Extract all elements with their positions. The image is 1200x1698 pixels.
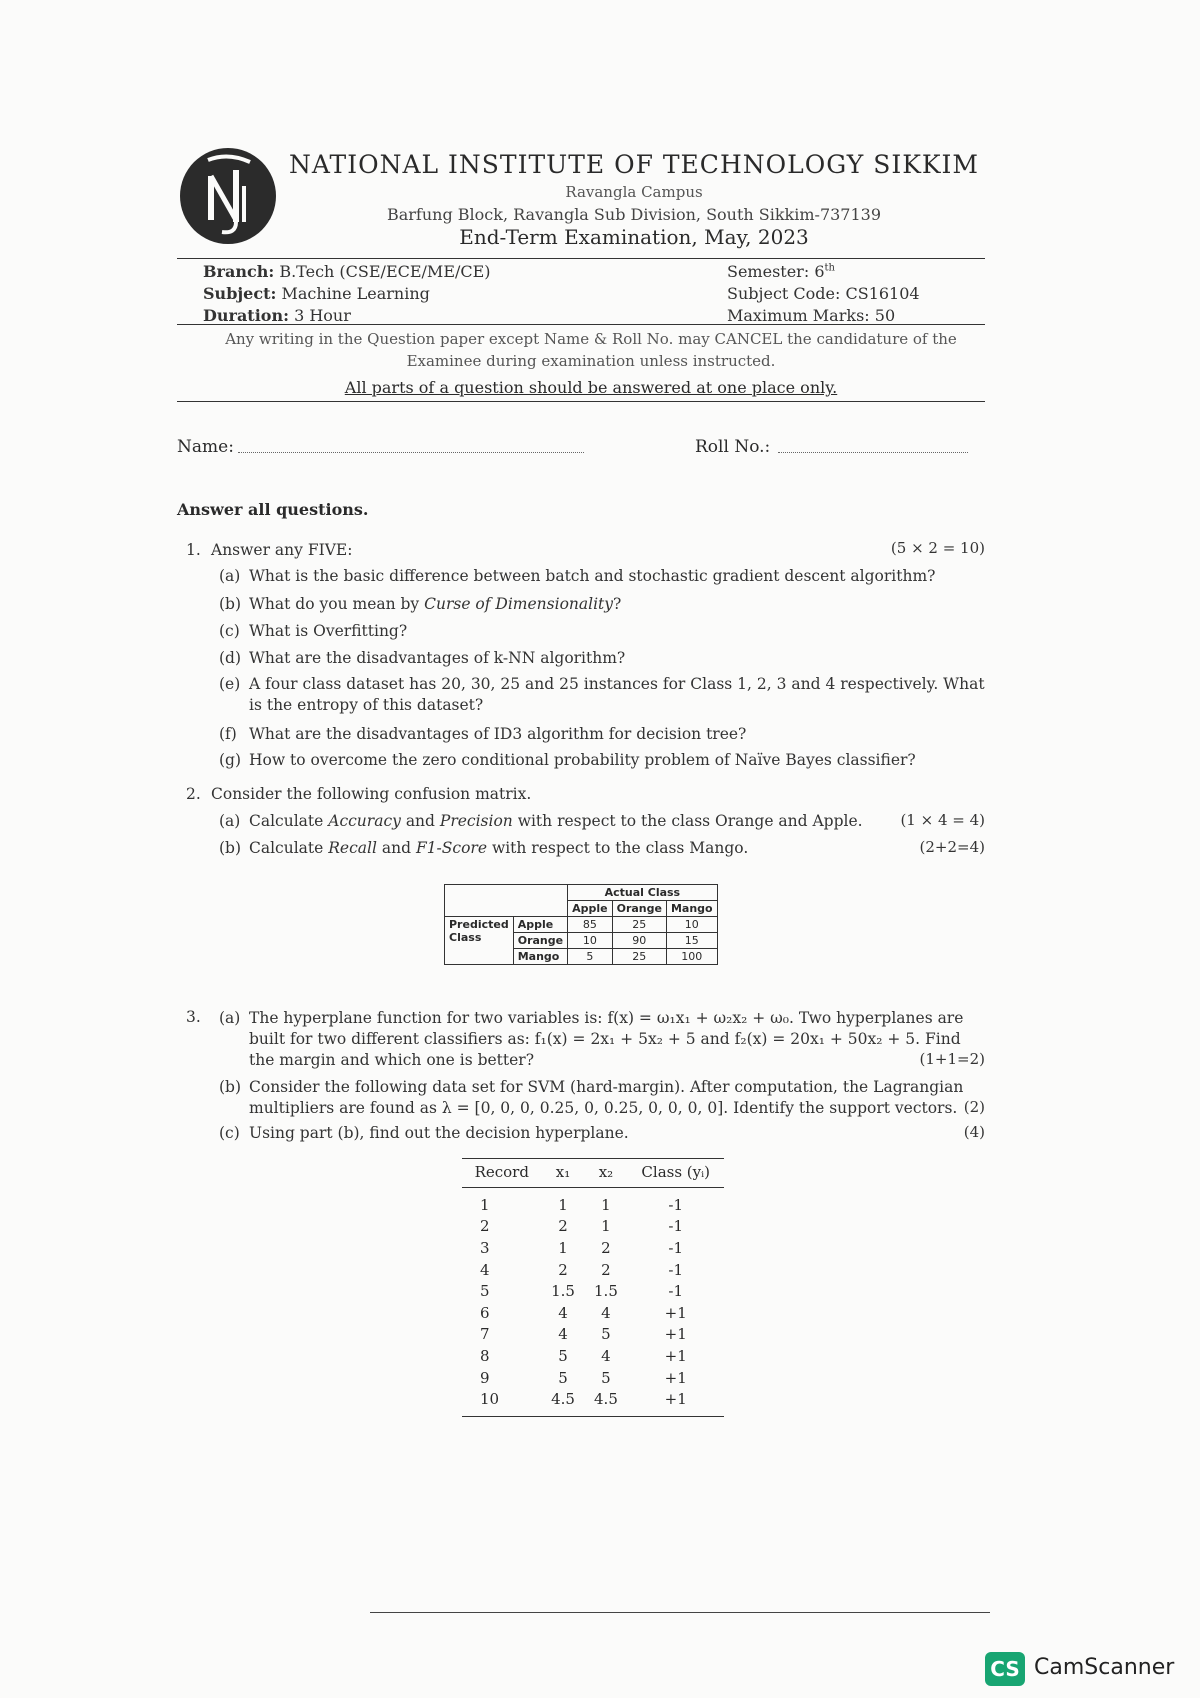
table-cell: +1 (664, 1368, 687, 1387)
roll-label: Roll No.: (695, 437, 771, 457)
col-header: Orange (612, 901, 666, 917)
table-cell: 2 (601, 1260, 611, 1279)
matrix-cell: 25 (612, 949, 666, 965)
subject-code (727, 284, 920, 303)
q2b-label: (b) (219, 839, 242, 857)
col-header: Record (462, 1159, 542, 1188)
table-cell: +1 (664, 1325, 687, 1344)
q1b-text-em: Curse of Dimensionality (424, 595, 614, 613)
q3a-text-2: built for two different classifiers as: f₁(x) = 2x₁ + 5x₂ + 5 and f₂(x) = 20x₁ + 50x₂ + 5. Find (249, 1030, 961, 1048)
predicted-class-header (445, 917, 514, 965)
table-cell: 4.5 (542, 1388, 585, 1416)
table-cell: 10 (462, 1388, 542, 1416)
q2b-mid: and (376, 839, 416, 857)
q2a-pre: Calculate (249, 812, 329, 830)
col-header: x₂ (584, 1159, 627, 1188)
table-cell: -1 (668, 1217, 684, 1236)
q1c-label: (c) (219, 622, 240, 640)
table-cell: 5 (558, 1368, 568, 1387)
table-cell: 2 (558, 1217, 568, 1236)
q3b-label: (b) (219, 1078, 242, 1096)
q3a-marks: (1+1=2) (919, 1050, 985, 1068)
q1b-text-post: ? (613, 595, 622, 613)
duration-value: 3 Hour (294, 306, 351, 325)
table-cell: 4 (601, 1346, 611, 1365)
q1a-text: What is the basic difference between batch and stochastic gradient descent algorithm? (249, 567, 936, 585)
q1f-label: (f) (219, 725, 237, 743)
divider (177, 401, 985, 402)
table-cell: -1 (668, 1238, 684, 1257)
table-cell: 4 (601, 1303, 611, 1322)
q2a-text (249, 811, 863, 832)
institute-name: NATIONAL INSTITUTE OF TECHNOLOGY SIKKIM (288, 150, 980, 179)
q2a-post: with respect to the class Orange and Apple. (512, 812, 863, 830)
code-value: CS16104 (845, 284, 920, 303)
table-cell: +1 (664, 1303, 687, 1322)
subject-label: Subject: (203, 284, 277, 303)
confusion-matrix (444, 884, 718, 965)
col-header: x₁ (542, 1159, 585, 1188)
q3b-text-2: multipliers are found as λ = [0, 0, 0, 0.25, 0, 0.25, 0, 0, 0, 0]. Identify the support vectors. (249, 1099, 958, 1117)
matrix-cell: 90 (612, 933, 666, 949)
duration (203, 306, 351, 325)
exam-title: End-Term Examination, May, 2023 (459, 225, 809, 249)
subject (203, 284, 430, 303)
q3c-marks: (4) (963, 1123, 985, 1141)
col-header: Apple (568, 901, 613, 917)
predicted-label-1: Predicted (449, 918, 509, 931)
semester-value: 6 (814, 262, 825, 281)
bottom-divider (370, 1612, 990, 1613)
table-cell: 5 (558, 1346, 568, 1365)
q2b-marks: (2+2=4) (919, 838, 985, 856)
campus-name: Ravangla Campus (565, 183, 703, 201)
q1b-label: (b) (219, 595, 242, 613)
matrix-cell: 5 (568, 949, 613, 965)
q1d-label: (d) (219, 649, 242, 667)
matrix-cell: 100 (666, 949, 717, 965)
subject-value: Machine Learning (281, 284, 430, 303)
q2b-pre: Calculate (249, 839, 329, 857)
q3b-marks: (2) (963, 1098, 985, 1116)
col-header: Class (yᵢ) (627, 1159, 724, 1188)
q2-number: 2. (186, 785, 201, 803)
q1a-label: (a) (219, 567, 241, 585)
q1-text: Answer any FIVE: (211, 541, 353, 559)
name-label: Name: (177, 437, 234, 457)
q3c-text: Using part (b), find out the decision hyperplane. (249, 1124, 629, 1142)
table-cell: 1.5 (594, 1282, 618, 1301)
divider (177, 324, 985, 325)
q1-marks: (5 × 2 = 10) (890, 539, 985, 557)
q1g-text: How to overcome the zero conditional probability problem of Naïve Bayes classifier? (249, 751, 916, 769)
table-cell: 5 (601, 1368, 611, 1387)
q3a-text-3: the margin and which one is better? (249, 1051, 535, 1069)
table-cell: 2 (558, 1260, 568, 1279)
q1e-text: A four class dataset has 20, 30, 25 and 25 instances for Class 1, 2, 3 and 4 respectively. What is the entropy of this dataset? (249, 675, 985, 714)
code-label: Subject Code: (727, 284, 841, 303)
all-parts-instruction: All parts of a question should be answered at one place only. (344, 378, 838, 397)
roll-field[interactable] (778, 452, 968, 453)
table-cell: +1 (664, 1346, 687, 1365)
table-cell: 7 (480, 1325, 490, 1344)
max-label: Maximum Marks: (727, 306, 870, 325)
table-cell: 3 (480, 1238, 490, 1257)
q1-number: 1. (186, 541, 201, 559)
q2a-mid: and (400, 812, 440, 830)
table-cell: 2 (480, 1217, 490, 1236)
q1b-text-pre: What do you mean by (249, 595, 425, 613)
table-cell: +1 (627, 1388, 724, 1416)
table-cell: 4 (480, 1260, 490, 1279)
predicted-label-2: Class (449, 931, 482, 944)
table-cell: 9 (480, 1368, 490, 1387)
q2a-em2: Precision (439, 812, 513, 830)
duration-label: Duration: (203, 306, 289, 325)
table-cell: 5 (601, 1325, 611, 1344)
branch (203, 262, 491, 281)
semester-label: Semester: (727, 262, 810, 281)
answer-all-instruction: Answer all questions. (177, 500, 369, 519)
table-cell: 1 (480, 1195, 490, 1214)
table-cell: 4 (558, 1325, 568, 1344)
q2a-label: (a) (219, 812, 241, 830)
q2-text: Consider the following confusion matrix. (211, 785, 532, 803)
institute-address: Barfung Block, Ravangla Sub Division, South Sikkim-737139 (386, 205, 882, 224)
q3c-label: (c) (219, 1124, 240, 1142)
name-field[interactable] (238, 452, 584, 453)
col-header: Mango (666, 901, 717, 917)
camscanner-brand: CamScanner (1034, 1655, 1175, 1680)
branch-value: B.Tech (CSE/ECE/ME/CE) (279, 262, 491, 281)
matrix-cell: 85 (568, 917, 613, 933)
q2a-marks: (1 × 4 = 4) (900, 811, 985, 829)
institute-logo-icon (178, 146, 278, 246)
table-cell: 1 (558, 1238, 568, 1257)
q1f-text: What are the disadvantages of ID3 algorithm for decision tree? (249, 725, 747, 743)
maximum-marks (727, 306, 895, 325)
divider (177, 258, 985, 259)
table-cell: -1 (668, 1195, 684, 1214)
q2a-em1: Accuracy (328, 812, 401, 830)
table-cell: 4 (558, 1303, 568, 1322)
row-header: Apple (513, 917, 567, 933)
q2b-post: with respect to the class Mango. (487, 839, 749, 857)
matrix-cell: 25 (612, 917, 666, 933)
q1d-text: What are the disadvantages of k-NN algorithm? (249, 649, 626, 667)
q3-number: 3. (186, 1008, 201, 1026)
q2b-text (249, 838, 748, 859)
q3a-text-1: The hyperplane function for two variables is: f(x) = ω₁x₁ + ω₂x₂ + ω₀. Two hyperplanes are (249, 1009, 964, 1027)
q3b-text-1: Consider the following data set for SVM (hard-margin). After computation, the Lagrangian (249, 1078, 964, 1096)
q3a-label: (a) (219, 1009, 241, 1027)
semester (727, 262, 835, 281)
branch-label: Branch: (203, 262, 275, 281)
q2b-em1: Recall (328, 839, 377, 857)
q1c-text: What is Overfitting? (249, 622, 408, 640)
table-cell: -1 (668, 1282, 684, 1301)
camscanner-logo-icon: CS (985, 1652, 1025, 1686)
max-value: 50 (874, 306, 896, 325)
matrix-cell: 15 (666, 933, 717, 949)
row-header: Orange (513, 933, 567, 949)
table-cell: 1 (601, 1195, 611, 1214)
q1g-label: (g) (219, 751, 242, 769)
table-cell: 1.5 (551, 1282, 575, 1301)
table-cell: 5 (480, 1282, 490, 1301)
table-cell: 6 (480, 1303, 490, 1322)
table-cell: 2 (601, 1238, 611, 1257)
q2b-em2: F1-Score (415, 839, 488, 857)
table-cell: 4.5 (584, 1388, 627, 1416)
q1e-label: (e) (219, 675, 241, 693)
table-cell: -1 (668, 1260, 684, 1279)
table-cell: 1 (558, 1195, 568, 1214)
svm-data-table (462, 1158, 724, 1417)
q1b-text (249, 594, 621, 615)
matrix-cell: 10 (666, 917, 717, 933)
matrix-cell: 10 (568, 933, 613, 949)
row-header: Mango (513, 949, 567, 965)
actual-class-header: Actual Class (568, 885, 718, 901)
table-cell: 1 (601, 1217, 611, 1236)
notice-text: Any writing in the Question paper except Name & Roll No. may CANCEL the candidature of the Examinee during examination unless instructed. (225, 330, 957, 370)
semester-sup: th (824, 262, 835, 274)
table-cell: 8 (480, 1346, 490, 1365)
